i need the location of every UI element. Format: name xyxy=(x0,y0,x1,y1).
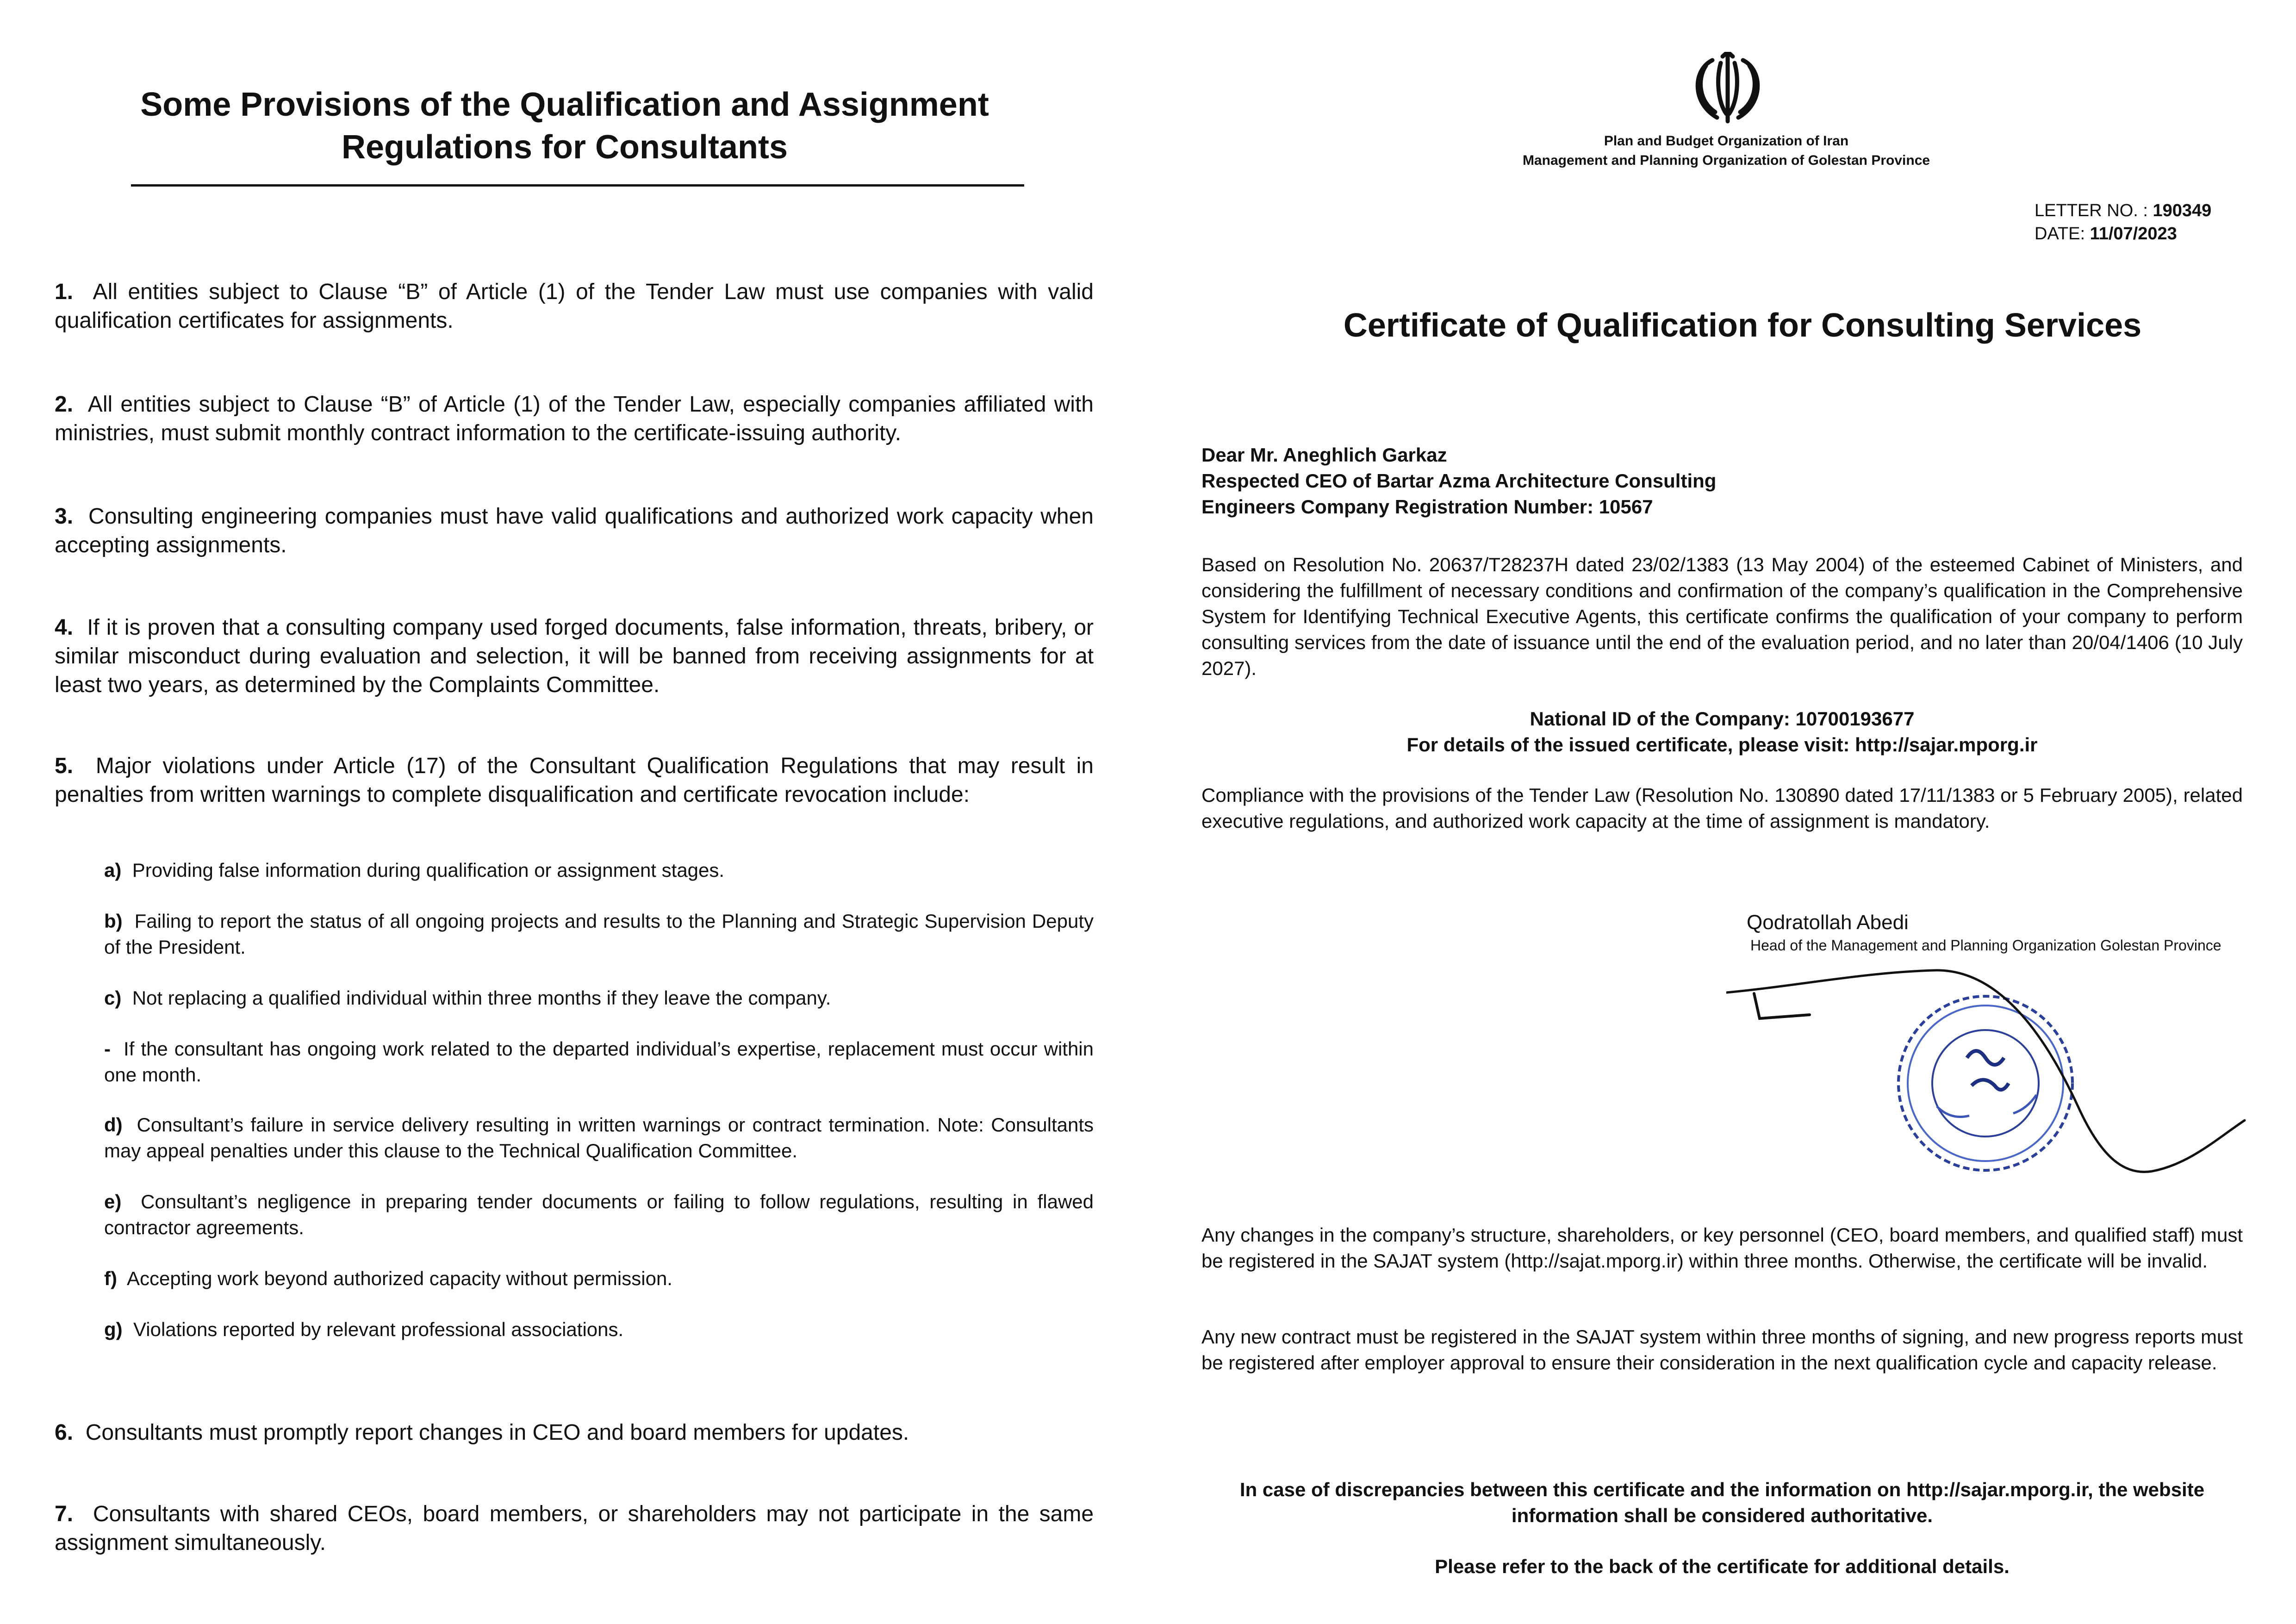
provision-5 xyxy=(55,752,1094,809)
letter-number-value: 190349 xyxy=(2153,201,2212,220)
subitem-text: If the consultant has ongoing work related to the departed individual’s expertise, replacement must occur within one month. xyxy=(104,1038,1094,1086)
subitem-text: Failing to report the status of all ongoing projects and results to the Planning and Strategic Supervision Deputy of the President. xyxy=(104,910,1094,958)
addressee-block xyxy=(1201,442,2257,520)
subitem-label: e) xyxy=(104,1191,122,1212)
national-id: National ID of the Company: 10700193677 xyxy=(1530,708,1915,730)
subitem-f xyxy=(104,1266,1094,1292)
subitem-dash xyxy=(104,1036,1094,1088)
provisions-title-line2: Regulations for Consultants xyxy=(341,129,788,166)
subitem-d xyxy=(104,1112,1094,1164)
provision-3 xyxy=(55,502,1094,560)
addressee-registration: Engineers Company Registration Number: 10567 xyxy=(1201,496,1653,518)
provision-text: If it is proven that a consulting company used forged documents, false information, threats, bribery, or similar misconduct during evaluation and selection, it will be banned from receiving assignments for at least two years, as determined by the Complaints Committee. xyxy=(55,615,1094,697)
org-name-national: Plan and Budget Organization of Iran xyxy=(1604,133,1849,149)
discrepancy-note: In case of discrepancies between this certificate and the information on http://sajar.mporg.ir, the website information shall be considered authoritative. xyxy=(1239,1479,2205,1526)
compliance-paragraph: Compliance with the provisions of the Tender Law (Resolution No. 130890 dated 17/11/1383 or 5 February 2005), related executive regulations, and authorized work capacity at the time of assignment is mandatory. xyxy=(1201,784,2243,832)
subitem-b xyxy=(104,908,1094,960)
provision-text: Major violations under Article (17) of the Consultant Qualification Regulations that may result in penalties from written warnings to complete disqualification and certificate revocation include: xyxy=(55,754,1094,807)
resolution-paragraph: Based on Resolution No. 20637/T28237H dated 23/02/1383 (13 May 2004) of the esteemed Cabinet of Ministers, and considering the fulfillment of necessary conditions and confirmation of the company’s qualification in the Comprehensive System for Identifying Technical Executive Agents, this certificate confirms the qualification of your company to perform consulting services from the date of issuance until the end of the evaluation period, and no later than 20/04/1406 (10 July 2027). xyxy=(1201,554,2243,679)
letter-number-line xyxy=(2035,199,2266,222)
letter-meta xyxy=(2035,199,2266,245)
provision-text: All entities subject to Clause “B” of Article (1) of the Tender Law, especially companies affiliated with ministries, must submit monthly contract information to the certificate-issuing authority. xyxy=(55,392,1094,445)
details-link-line[interactable]: For details of the issued certificate, please visit: http://sajar.mporg.ir xyxy=(1406,734,2038,756)
certificate-title: Certificate of Qualification for Consulting Services xyxy=(1343,307,2142,344)
letter-date-value: 11/07/2023 xyxy=(2090,224,2177,244)
signer-block xyxy=(1747,910,2256,955)
provision-number: 2. xyxy=(55,392,74,417)
changes-paragraph: Any changes in the company’s structure, shareholders, or key personnel (CEO, board members, and qualified staff) must be registered in the SAJAT system (http://sajat.mporg.ir) within three months. Otherwise, the certificate will be invalid. xyxy=(1201,1224,2243,1272)
subitem-label: - xyxy=(104,1038,111,1060)
provision-number: 1. xyxy=(55,280,74,304)
letter-number-label: LETTER NO. : xyxy=(2035,201,2148,220)
provision-number: 3. xyxy=(55,504,74,529)
provision-number: 5. xyxy=(55,754,74,778)
addressee-role: Respected CEO of Bartar Azma Architecture Consulting xyxy=(1201,470,1717,492)
provision-text: Consulting engineering companies must have valid qualifications and authorized work capacity when accepting assignments. xyxy=(55,504,1094,557)
provision-1 xyxy=(55,278,1094,335)
provisions-title xyxy=(93,83,1037,169)
contract-paragraph: Any new contract must be registered in the SAJAT system within three months of signing, and new progress reports must be registered after employer approval to ensure their consideration in the next qualification cycle and capacity release. xyxy=(1201,1326,2243,1374)
company-id-block xyxy=(1201,706,2243,758)
subitem-a xyxy=(104,857,1094,883)
signer-name: Qodratollah Abedi xyxy=(1747,911,1909,934)
title-underline xyxy=(131,184,1024,187)
signer-title: Head of the Management and Planning Organization Golestan Province xyxy=(1750,937,2221,954)
letter-date-label: DATE: xyxy=(2035,224,2085,244)
subitem-label: c) xyxy=(104,987,122,1009)
subitem-text: Consultant’s negligence in preparing tender documents or failing to follow regulations, resulting in flawed contractor agreements. xyxy=(104,1191,1094,1238)
addressee-name: Dear Mr. Aneghlich Garkaz xyxy=(1201,444,1447,466)
subitem-c xyxy=(104,985,1094,1011)
provision-text: All entities subject to Clause “B” of Article (1) of the Tender Law must use companies with valid qualification certificates for assignments. xyxy=(55,280,1094,333)
subitem-text: Violations reported by relevant professional associations. xyxy=(133,1318,624,1340)
provision-4 xyxy=(55,613,1094,700)
provision-7 xyxy=(55,1500,1094,1557)
letter-date-line xyxy=(2035,222,2266,245)
subitem-text: Not replacing a qualified individual within three months if they leave the company. xyxy=(132,987,831,1009)
iran-emblem-icon xyxy=(1688,52,1767,126)
org-name-provincial: Management and Planning Organization of Golestan Province xyxy=(1522,153,1930,168)
signature-icon xyxy=(1726,970,2245,1172)
subitem-text: Providing false information during qualification or assignment stages. xyxy=(132,859,725,881)
subitem-text: Consultant’s failure in service delivery resulting in written warnings or contract termination. Note: Consultants may appeal penalties under this clause to the Technical Qualification Committee. xyxy=(104,1114,1094,1162)
subitem-g xyxy=(104,1317,1094,1343)
subitem-label: b) xyxy=(104,910,123,932)
provision-2 xyxy=(55,390,1094,448)
provision-6 xyxy=(55,1418,1094,1447)
subitem-label: a) xyxy=(104,859,122,881)
subitem-label: f) xyxy=(104,1268,117,1289)
provision-number: 7. xyxy=(55,1502,74,1526)
org-header xyxy=(1388,131,2064,170)
provision-number: 4. xyxy=(55,615,74,640)
provisions-title-line1: Some Provisions of the Qualification and Assignment xyxy=(140,86,989,123)
back-reference-note: Please refer to the back of the certificate for additional details. xyxy=(1435,1555,2010,1577)
provision-text: Consultants must promptly report changes in CEO and board members for updates. xyxy=(85,1420,909,1445)
subitem-label: g) xyxy=(104,1318,123,1340)
provision-number: 6. xyxy=(55,1420,74,1445)
provision-text: Consultants with shared CEOs, board members, or shareholders may not participate in the same assignment simultaneously. xyxy=(55,1502,1094,1555)
subitem-text: Accepting work beyond authorized capacity without permission. xyxy=(127,1268,672,1289)
subitem-e xyxy=(104,1189,1094,1241)
signature-seal-graphic xyxy=(1726,954,2249,1190)
official-seal-icon xyxy=(1898,996,2072,1170)
subitem-label: d) xyxy=(104,1114,123,1136)
